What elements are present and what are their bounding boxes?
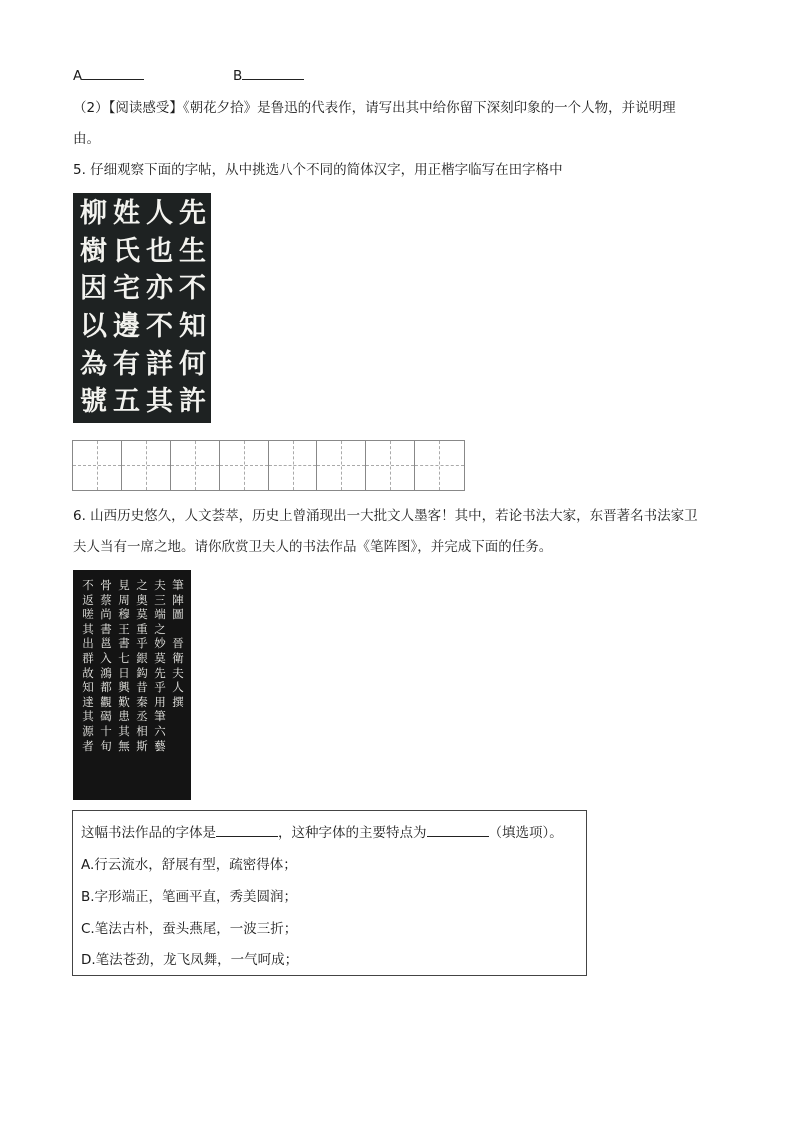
- option-c: C.笔法古朴，蚕头燕尾，一波三折；: [81, 921, 298, 937]
- calligraphy-column: 不 返 嗟 其 出 群 故 知 達 其 源 者: [82, 578, 94, 753]
- copybook-row: [77, 233, 211, 271]
- feature-option-blank[interactable]: [427, 823, 489, 837]
- tianzige-cell[interactable]: [171, 441, 220, 490]
- copybook-char: 號: [80, 386, 107, 418]
- copybook-row: [77, 345, 211, 383]
- question-5-prompt: 5. 仔细观察下面的字帖，从中挑选八个不同的简体汉字，用正楷字临写在田字格中: [73, 162, 563, 178]
- copybook-char: 不: [146, 311, 173, 343]
- copybook-char: 五: [113, 386, 140, 418]
- tianzige-cell[interactable]: [122, 441, 171, 490]
- copybook-image: [73, 193, 211, 423]
- copybook-char: 生: [179, 235, 206, 267]
- copybook-char: 也: [146, 235, 173, 267]
- copybook-char: 樹: [80, 235, 107, 267]
- copybook-char: 不: [179, 273, 206, 305]
- option-d: D.笔法苍劲，龙飞凤舞，一气呵成；: [81, 952, 299, 968]
- copybook-char: 因: [80, 273, 107, 305]
- copybook-char: 柳: [80, 198, 107, 230]
- task-question: 这幅书法作品的字体是 ，这种字体的主要特点为 （填选项）。: [81, 825, 563, 841]
- copybook-char: 以: [80, 311, 107, 343]
- calligraphy-image: [73, 570, 191, 800]
- answer-blank-b[interactable]: B: [233, 66, 304, 86]
- calligraphy-column: 之 奥 莫 重 乎 銀 鈎 昔 秦 丞 相 斯: [136, 578, 148, 753]
- question-6-line-1: 6. 山西历史悠久，人文荟萃，历史上曾涌现出一大批文人墨客！其中，若论书法大家，东晋著名书法家卫: [73, 508, 698, 524]
- copybook-char: 何: [179, 348, 206, 380]
- copybook-char: 知: [179, 311, 206, 343]
- copybook-char: 先: [179, 198, 206, 230]
- copybook-char: 詳: [146, 348, 173, 380]
- answer-blank-a[interactable]: A: [73, 66, 144, 86]
- copybook-char: 其: [146, 386, 173, 418]
- copybook-char: 邊: [113, 311, 140, 343]
- question-4-2-line-1: （2）【阅读感受】《朝花夕拾》是鲁迅的代表作，请写出其中给你留下深刻印象的一个人物，并说明理: [73, 100, 676, 116]
- copybook-row: [77, 308, 211, 346]
- calligraphy-column: 骨 蔡 尚 書 邕 入 鴻 都 觀 碣 十 旬: [100, 578, 112, 753]
- copybook-char: 有: [113, 348, 140, 380]
- question-4-2-line-2: 由。: [73, 131, 100, 147]
- option-b: B.字形端正，笔画平直，秀美圆润；: [81, 889, 298, 905]
- tianzige-cell[interactable]: [73, 441, 122, 490]
- question-6-line-2: 夫人当有一席之地。请你欣赏卫夫人的书法作品《笔阵图》，并完成下面的任务。: [73, 539, 553, 555]
- copybook-char: 人: [146, 198, 173, 230]
- copybook-char: 姓: [113, 198, 140, 230]
- calligraphy-column: 見 周 穆 王 書 七 日 興 歎 患 其 無: [118, 578, 130, 753]
- copybook-char: 氏: [113, 235, 140, 267]
- task-box: [72, 810, 587, 976]
- tianzige-grid: [72, 440, 465, 491]
- tianzige-cell[interactable]: [269, 441, 318, 490]
- tianzige-cell[interactable]: [415, 441, 464, 490]
- tianzige-cell[interactable]: [317, 441, 366, 490]
- option-a: A.行云流水，舒展有型，疏密得体；: [81, 857, 297, 873]
- calligraphy-column: 筆 陣 圖 晉 衛 夫 人 撰: [172, 578, 184, 709]
- calligraphy-column: 夫 三 端 之 妙 莫 先 乎 用 筆 六 藝: [154, 578, 166, 753]
- copybook-row: [77, 270, 211, 308]
- copybook-char: 亦: [146, 273, 173, 305]
- copybook-char: 為: [80, 348, 107, 380]
- copybook-row: [77, 383, 211, 421]
- copybook-row: [77, 195, 211, 233]
- copybook-char: 宅: [113, 273, 140, 305]
- tianzige-cell[interactable]: [220, 441, 269, 490]
- tianzige-cell[interactable]: [366, 441, 415, 490]
- copybook-char: 許: [179, 386, 206, 418]
- font-style-blank[interactable]: [216, 823, 278, 837]
